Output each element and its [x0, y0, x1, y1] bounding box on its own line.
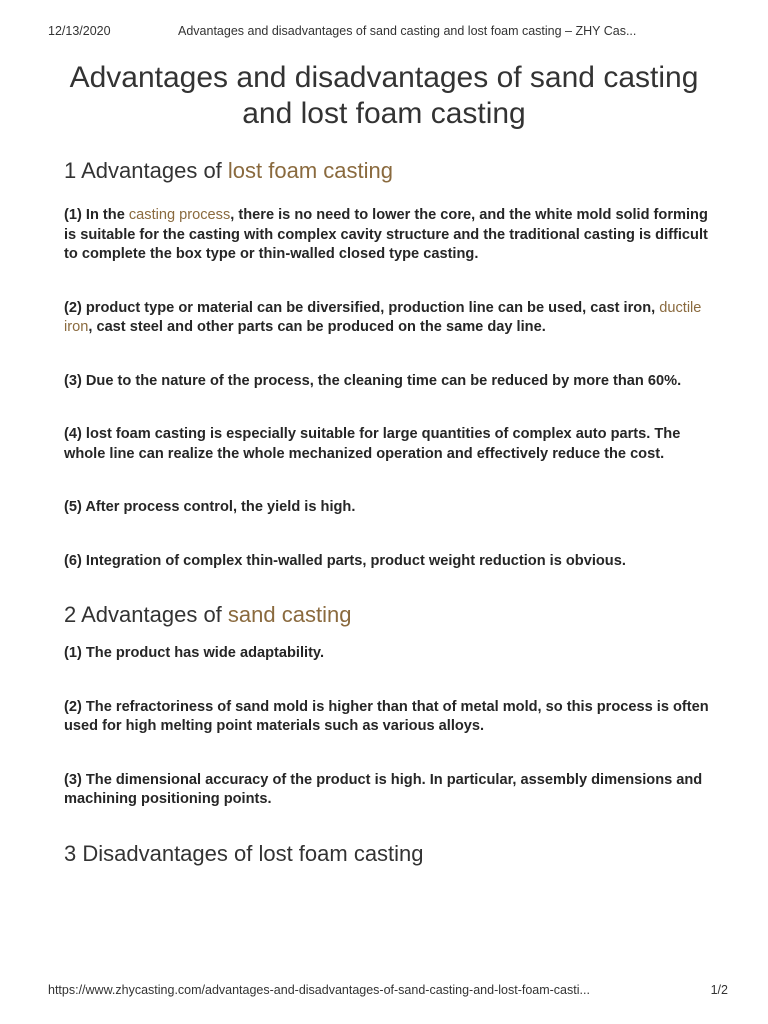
- page-number: 1/2: [710, 983, 728, 997]
- section-heading-lost-foam-advantages: [64, 157, 710, 185]
- list-item: (3) The dimensional accuracy of the product is high. In particular, assembly dimensions and machining positioning points.: [64, 771, 703, 807]
- section-heading-prefix: 1 Advantages of: [64, 158, 228, 183]
- item-text: (2) product type or material can be diversified, production line can be used, cast iron,: [64, 299, 660, 316]
- print-footer: [48, 983, 728, 1001]
- ductile-iron-link[interactable]: ductile iron: [64, 299, 702, 335]
- sand-casting-link[interactable]: sand casting: [227, 602, 352, 627]
- print-url: https://www.zhycasting.com/advantages-and-disadvantages-of-sand-casting-and-lost-foam-casti...: [48, 983, 590, 997]
- casting-process-link[interactable]: casting process: [128, 207, 231, 223]
- list-item: (6) Integration of complex thin-walled parts, product weight reduction is obvious.: [64, 552, 626, 569]
- item-text: , cast steel and other parts can be produced on the same day line.: [88, 319, 546, 335]
- list-item: (1) The product has wide adaptability.: [64, 645, 325, 661]
- list-item: [64, 299, 710, 338]
- section-heading-prefix: 2 Advantages of: [64, 602, 228, 627]
- list-item: (2) The refractoriness of sand mold is higher than that of metal mold, so this process is often used for high melting point materials such as various alloys.: [64, 698, 709, 734]
- print-doc-title: Advantages and disadvantages of sand casting and lost foam casting – ZHY Cas...: [178, 24, 637, 38]
- item-text: , there is no need to lower the core, and the white mold solid forming is suitable for the casting with complex cavity structure and the traditional casting is difficult to complete the box type or thin-walled closed type casting.: [64, 207, 708, 262]
- list-item: (3) Due to the nature of the process, the cleaning time can be reduced by more than 60%.: [64, 372, 682, 389]
- list-item: [64, 206, 710, 265]
- article-body: [64, 157, 710, 868]
- print-header: [48, 24, 728, 42]
- item-text: (1) In the: [64, 207, 129, 223]
- page-title: Advantages and disadvantages of sand casting and lost foam casting: [69, 61, 699, 130]
- section-heading-sand-advantages: [64, 601, 710, 629]
- list-item: (4) lost foam casting is especially suitable for large quantities of complex auto parts. The whole line can realize the whole mechanized operation and effectively reduce the cost.: [64, 426, 681, 462]
- lost-foam-casting-link[interactable]: lost foam casting: [227, 158, 393, 183]
- section-heading-lost-foam-disadvantages: 3 Disadvantages of lost foam casting: [64, 840, 424, 866]
- list-item: (5) After process control, the yield is high.: [64, 499, 356, 515]
- print-date: 12/13/2020: [48, 24, 111, 38]
